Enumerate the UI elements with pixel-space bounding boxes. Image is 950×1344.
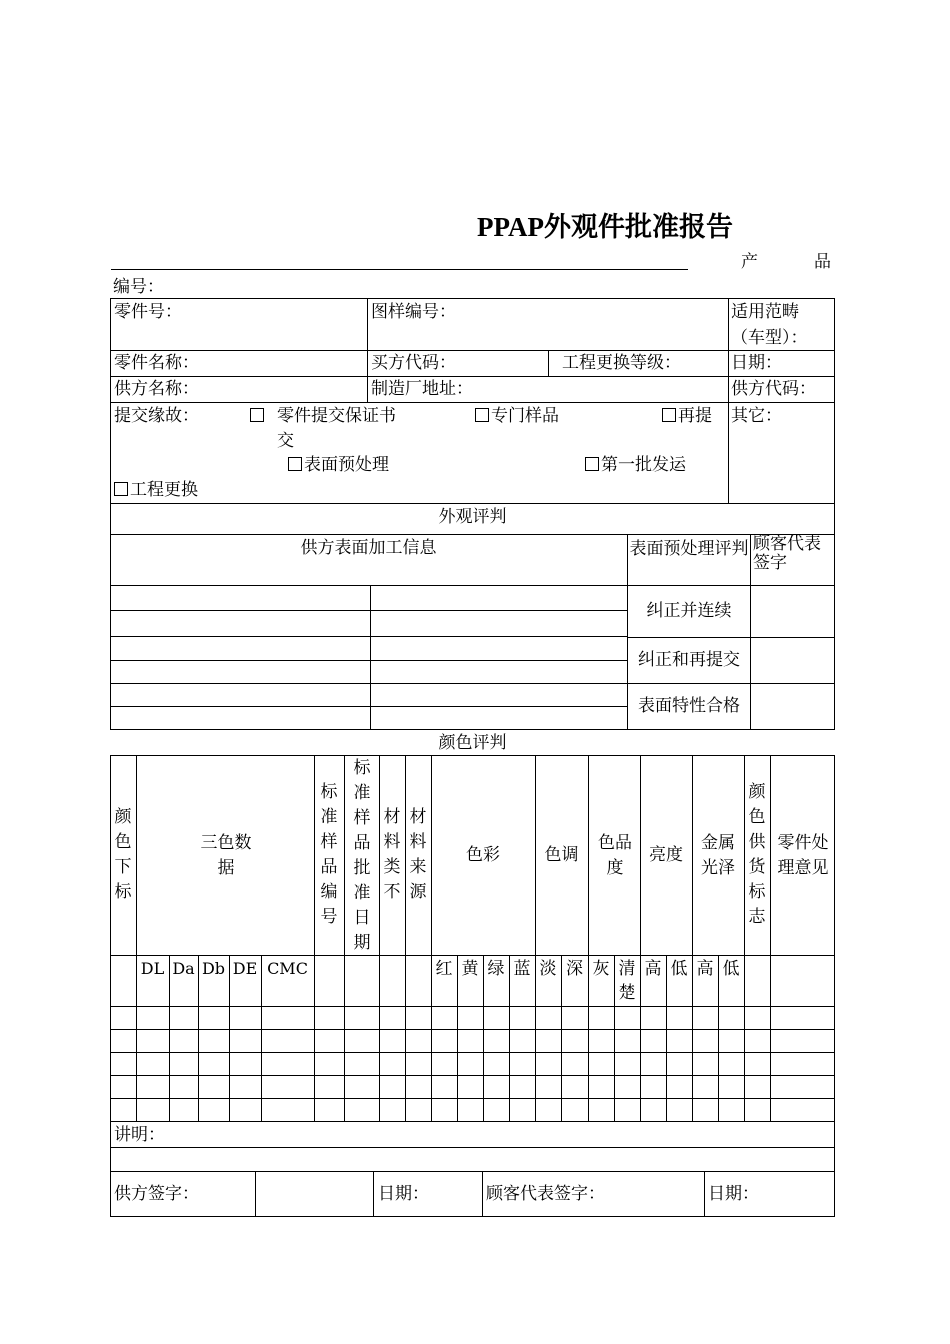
sub-header-cmc: CMC: [267, 959, 308, 978]
checkbox-eng-change[interactable]: [114, 478, 198, 502]
footer-date-1[interactable]: 日期：: [378, 1184, 429, 1204]
hue-header: 色彩: [466, 845, 500, 865]
result-correct-resubmit[interactable]: 纠正和再提交: [638, 650, 740, 670]
checkbox-icon[interactable]: [114, 482, 128, 496]
material-type-header: 材料类不: [383, 807, 401, 902]
result-correct-continue[interactable]: 纠正并连续: [646, 601, 732, 621]
buyer-code-label[interactable]: 买方代码：: [371, 353, 456, 373]
factory-address-label[interactable]: 制造厂地址：: [371, 379, 473, 399]
checkbox-pretreatment[interactable]: [288, 453, 389, 477]
sub-header-da: Da: [172, 959, 195, 978]
brightness-header: 亮度: [649, 845, 683, 865]
sub-header-dl: DL: [140, 959, 165, 978]
checkbox-resubmit[interactable]: [662, 404, 712, 428]
option-special-sample: 专门样品: [491, 406, 559, 426]
supplier-code-label[interactable]: 供方代码：: [731, 379, 816, 399]
supplier-finish-info-header: 供方表面加工信息: [300, 538, 437, 558]
checkbox-icon[interactable]: [585, 457, 599, 471]
sub-header-db: Db: [201, 959, 226, 978]
metallic-header: 金属光泽: [701, 833, 735, 878]
material-source-header: 材料来源: [409, 807, 427, 902]
option-first-batch: 第一批发运: [601, 455, 686, 475]
product-number-label: 编号：: [113, 277, 164, 297]
sub-header-gray: 灰: [592, 959, 610, 979]
scope-label: 适用范畴: [731, 302, 799, 322]
sub-header-dark: 深: [566, 959, 583, 979]
sub-header-blue: 蓝: [513, 959, 531, 979]
product-number-line[interactable]: [111, 269, 688, 270]
sub-header-metal-low: 低: [722, 959, 740, 979]
option-resubmit: 再提: [678, 406, 712, 426]
color-subscript-header: 颜色下标: [114, 807, 132, 902]
date-label[interactable]: 日期：: [731, 353, 782, 373]
shipping-mark-header: 颜色供货标志: [748, 782, 766, 927]
part-name-label[interactable]: 零件名称：: [114, 353, 199, 373]
checkbox-icon[interactable]: [475, 408, 489, 422]
remarks-label[interactable]: 讲明：: [114, 1125, 165, 1145]
sub-header-green: 绿: [487, 959, 505, 979]
page-title: PPAP外观件批准报告: [477, 212, 733, 242]
sub-header-de: DE: [232, 959, 258, 978]
color-section-title: 颜色评判: [438, 733, 507, 753]
footer-date-2[interactable]: 日期：: [708, 1184, 759, 1204]
product-label-2: 品: [814, 252, 831, 272]
sub-header-metal-high: 高: [696, 959, 714, 979]
appearance-section-title: 外观评判: [438, 507, 507, 527]
product-label-1: 产: [741, 252, 758, 272]
checkbox-icon[interactable]: [662, 408, 676, 422]
checkbox-warrant[interactable]: [250, 404, 266, 428]
eng-change-level-label[interactable]: 工程更换等级：: [562, 353, 681, 373]
option-pretreatment: 表面预处理: [304, 455, 389, 475]
pretreat-eval-header: 表面预处理评判: [629, 539, 749, 559]
supplier-name-label[interactable]: 供方名称：: [114, 379, 199, 399]
other-label[interactable]: 其它：: [731, 406, 782, 426]
submit-reason-label: 提交缘故：: [114, 406, 199, 426]
checkbox-icon[interactable]: [250, 408, 264, 422]
sub-header-bright-high: 高: [644, 959, 662, 979]
tristimulus-header: 三色数据: [200, 833, 252, 878]
std-sample-no-header: 标准样品编号: [320, 782, 338, 927]
checkbox-special-sample[interactable]: [475, 404, 559, 428]
customer-sign-header: 顾客代表签字: [753, 534, 821, 573]
option-warrant: 零件提交保证书交: [277, 406, 396, 451]
std-sample-date-header: 标准样品批准日期: [353, 758, 371, 953]
option-eng-change: 工程更换: [130, 480, 198, 500]
sub-header-red: 红: [435, 959, 453, 979]
drawing-no-label[interactable]: 图样编号：: [371, 302, 456, 322]
customer-rep-sign-label[interactable]: 顾客代表签字：: [486, 1184, 605, 1204]
vehicle-label[interactable]: （车型）：: [731, 328, 808, 348]
disposition-header: 零件处理意见: [777, 833, 829, 878]
tone-header: 色调: [544, 845, 579, 865]
checkbox-icon[interactable]: [288, 457, 302, 471]
result-surface-ok[interactable]: 表面特性合格: [638, 696, 740, 716]
checkbox-first-batch[interactable]: [585, 453, 686, 477]
sub-header-light: 淡: [539, 959, 557, 979]
part-no-label[interactable]: 零件号：: [114, 302, 182, 322]
chroma-header: 色品度: [598, 833, 632, 878]
sub-header-bright-low: 低: [670, 959, 688, 979]
sub-header-yellow: 黄: [461, 959, 479, 979]
supplier-sign-label[interactable]: 供方签字：: [114, 1184, 199, 1204]
sub-header-clear: 清楚: [618, 959, 636, 1003]
